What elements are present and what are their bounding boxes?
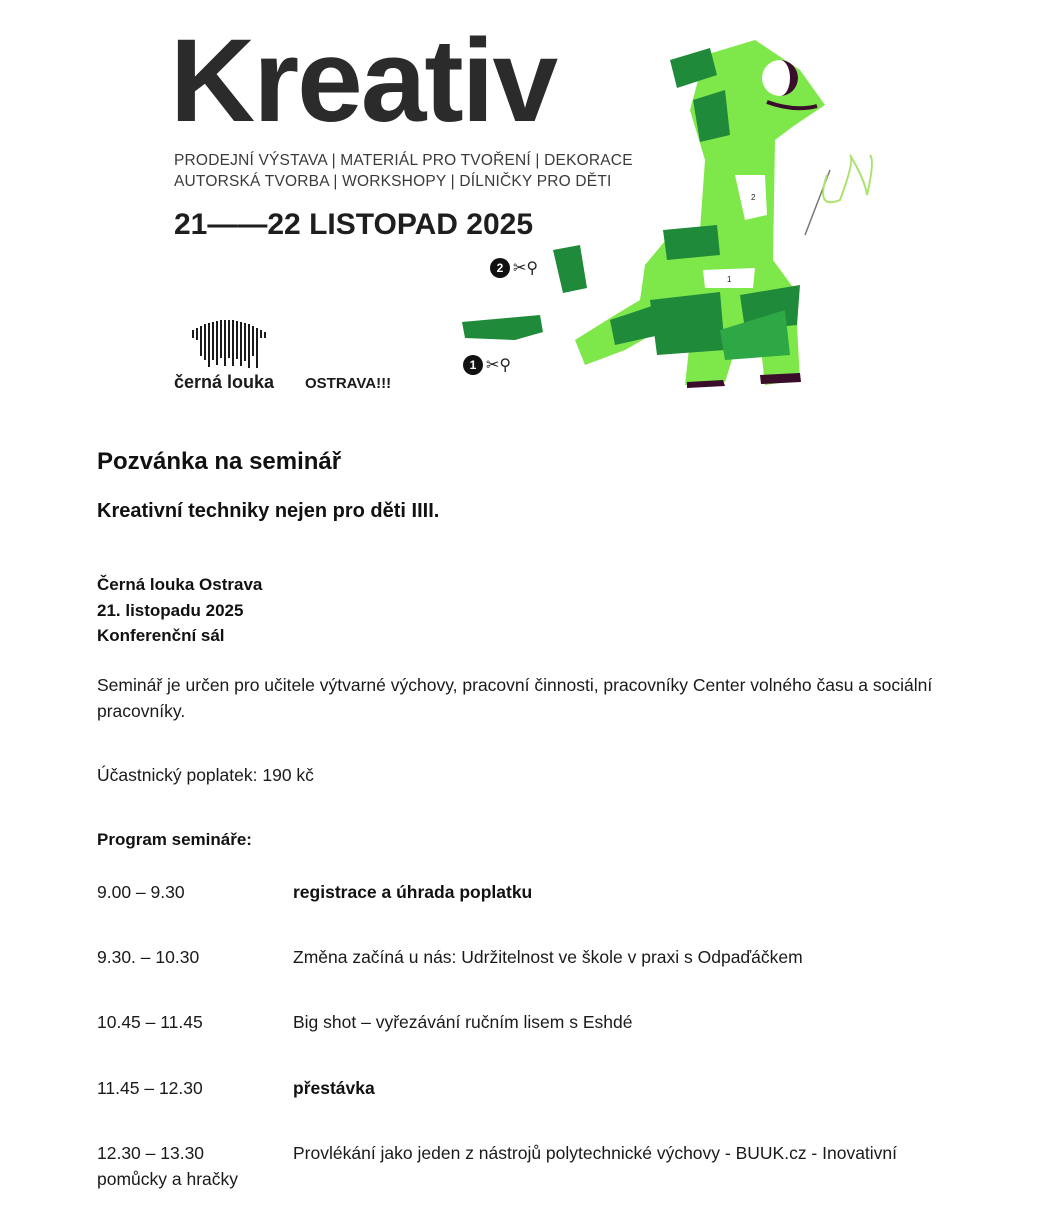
program-description: Změna začíná u nás: Udržitelnost ve škole v praxi s Odpaďáčkem [293,947,803,967]
event-venue: Černá louka Ostrava [97,575,263,594]
banner-title: Kreativ [170,15,557,147]
venue-city: OSTRAVA!!! [305,375,392,392]
program-description: registrace a úhrada poplatku [293,882,533,902]
program-time: 10.45 – 11.45 [97,1012,203,1032]
program-description: přestávka [293,1078,375,1098]
event-room: Konferenční sál [97,626,225,645]
venue-name: černá louka [174,372,275,392]
program-description: Big shot – vyřezávání ručním lisem s Eshdé [293,1012,633,1032]
program-row [97,1009,957,1035]
program-time: 12.30 – 13.30 [97,1143,205,1163]
svg-text:2: 2 [751,193,756,202]
program-row [97,1075,957,1101]
program-time: 9.00 – 9.30 [97,882,185,902]
program-time: 11.45 – 12.30 [97,1078,203,1098]
seminar-title: Kreativní techniky nejen pro děti IIII. [97,500,440,522]
target-audience-text: Seminář je určen pro učitele výtvarné výchovy, pracovní činnosti, pracovníky Center volného času a sociální pracovníky. [97,675,933,721]
banner-dates: 21——22 LISTOPAD 2025 [174,208,534,241]
cerna-louka-logo-icon [190,318,268,368]
program-row [97,879,957,905]
banner-tagline-line-1: PRODEJNÍ VÝSTAVA | MATERIÁL PRO TVOŘENÍ | DEKORACE [174,152,633,169]
program-row [97,1140,917,1192]
page-title: Pozvánka na seminář [97,448,342,475]
participation-fee: Účastnický poplatek: 190 kč [97,765,314,785]
step-number-badge: 1 [463,355,483,375]
event-date: 21. listopadu 2025 [97,600,244,620]
program-heading: Program semináře: [97,830,252,849]
banner-tagline-line-2: AUTORSKÁ TVORBA | WORKSHOPY | DÍLNIČKY PRO DĚTI [174,173,612,190]
event-banner [0,0,1054,410]
svg-text:1: 1 [727,275,732,284]
program-description: Provlékání jako jeden z nástrojů polytechnické výchovy - BUUK.cz - Inovativní pomůcky a hračky [97,1143,898,1189]
dinosaur-illustration [455,30,885,400]
program-row [97,944,957,970]
scissors-glue-icon: ✂⚲ [486,357,512,374]
step-number-badge: 2 [490,258,510,278]
scissors-glue-icon: ✂⚲ [513,260,539,277]
program-time: 9.30. – 10.30 [97,947,200,967]
event-info [97,572,262,649]
